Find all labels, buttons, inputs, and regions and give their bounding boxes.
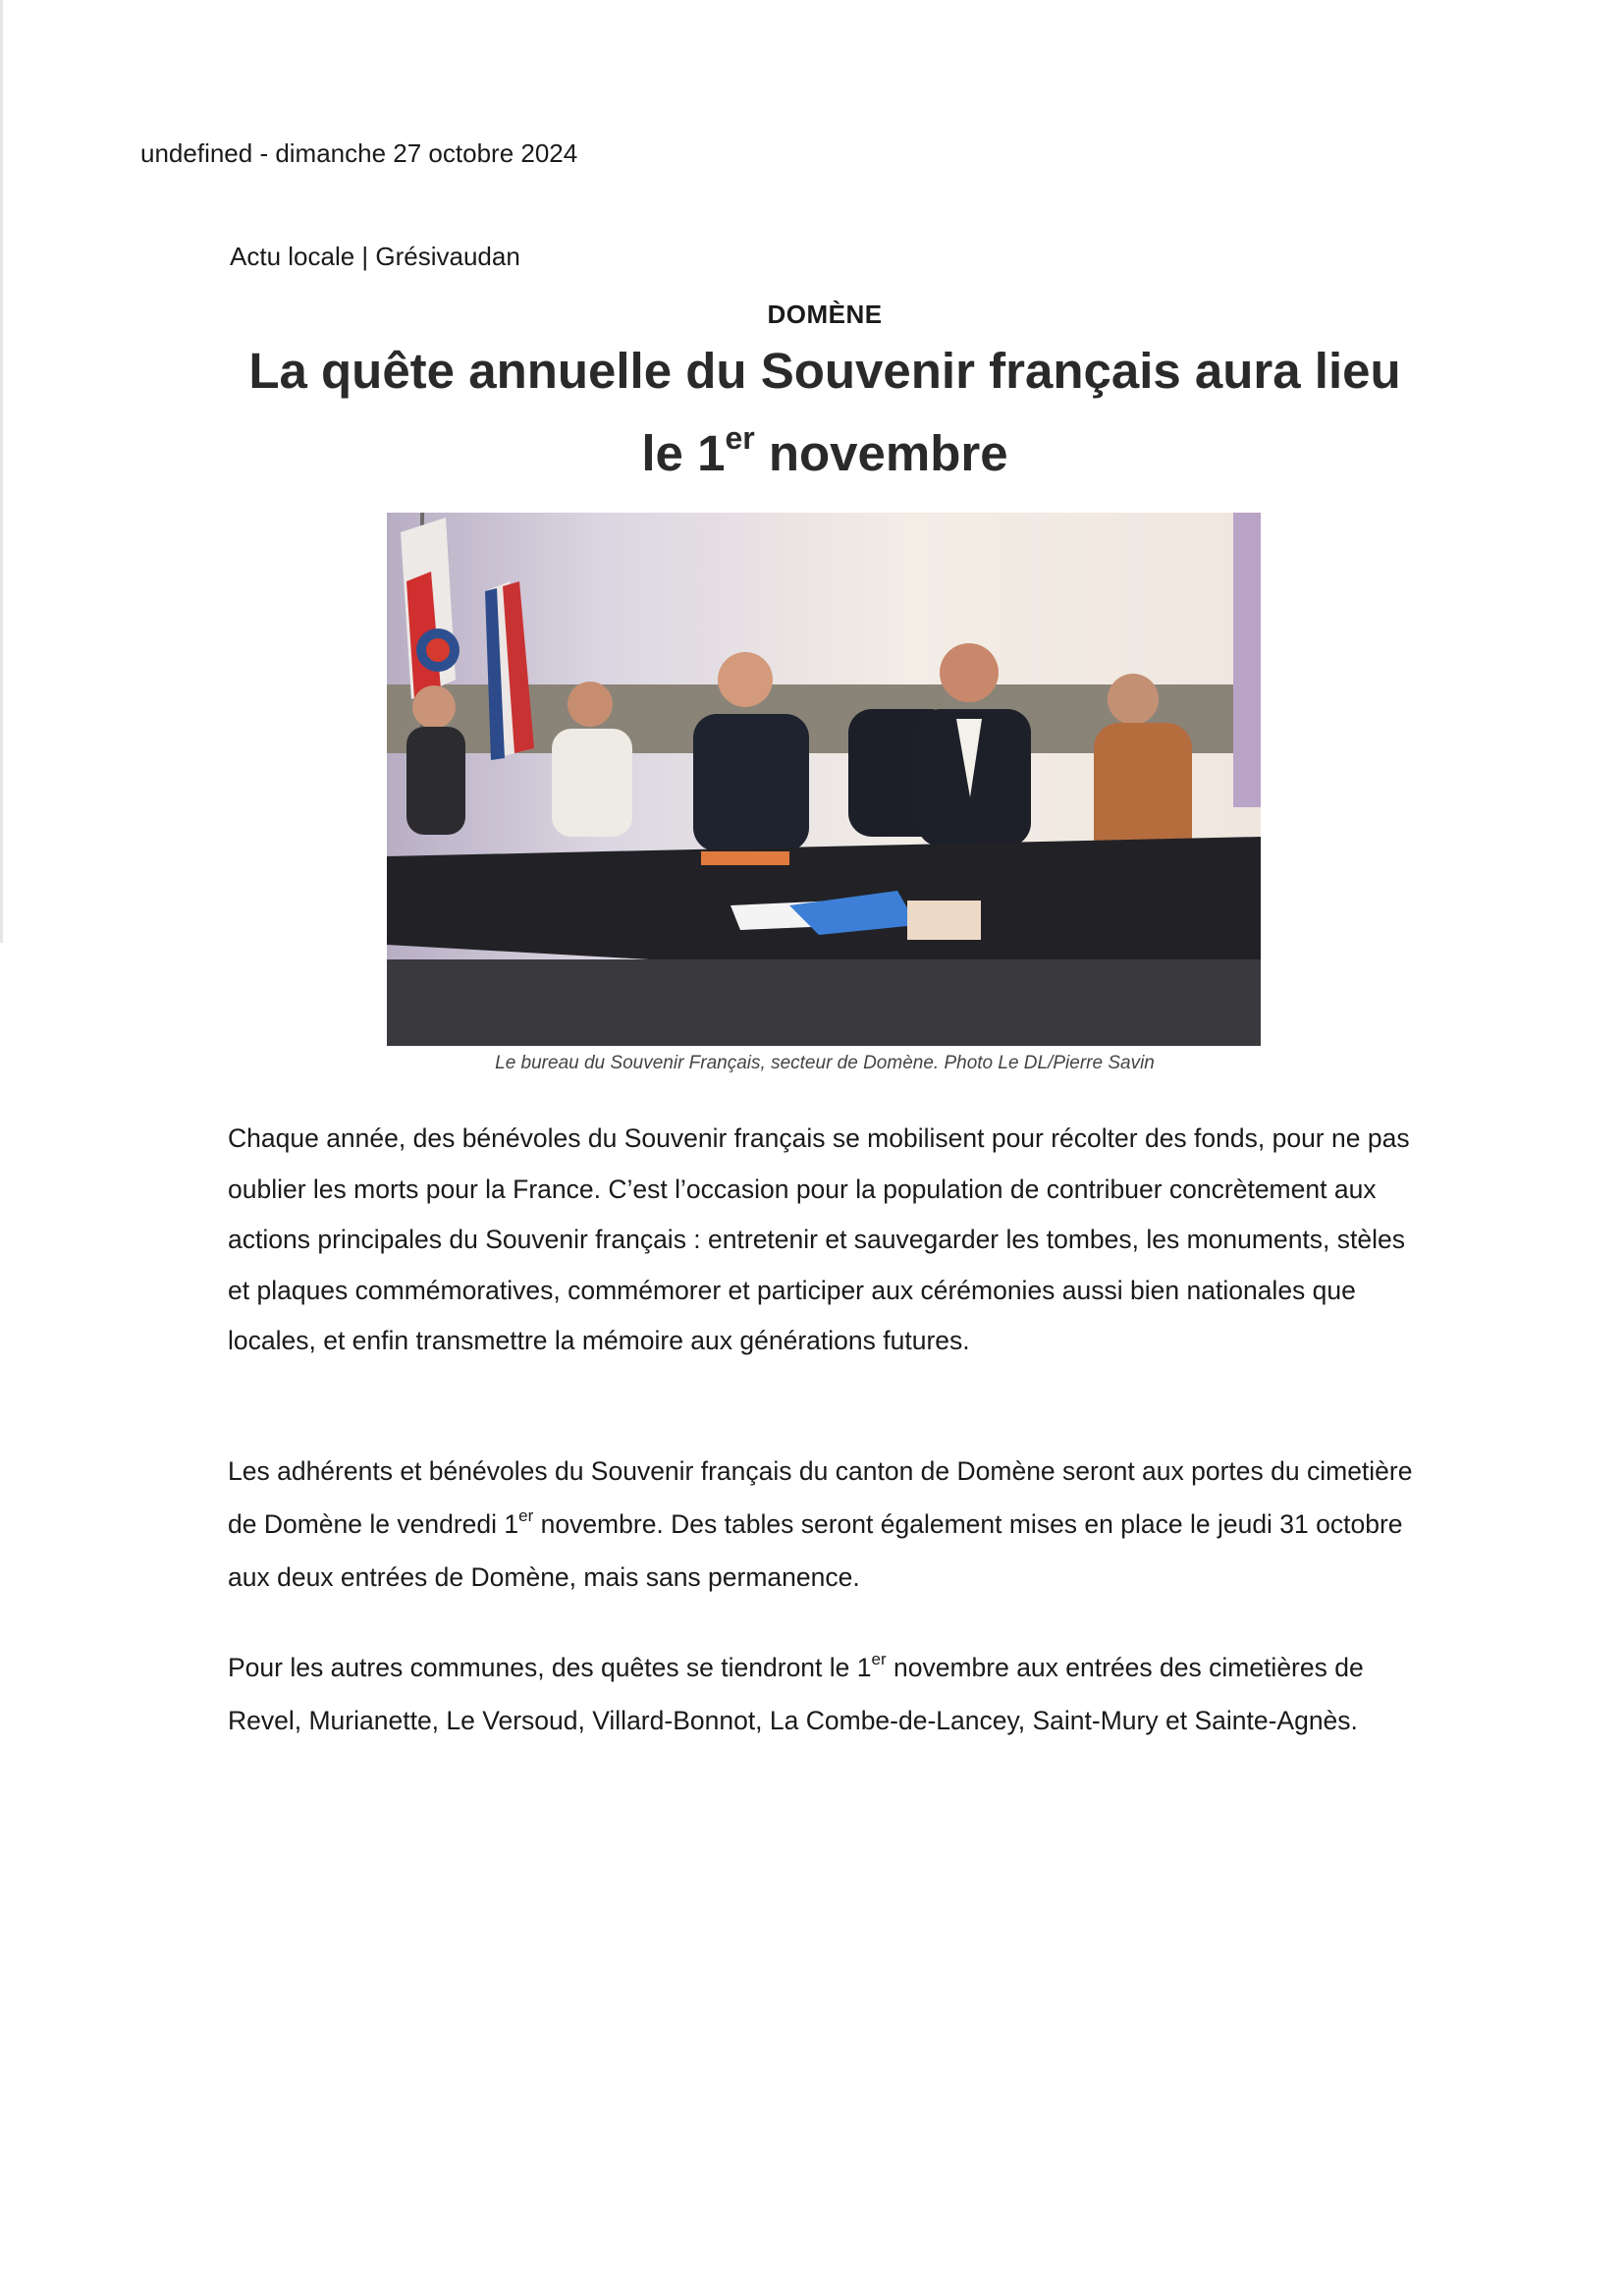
article-paragraph-2: Les adhérents et bénévoles du Souvenir français du canton de Domène seront aux portes du cimetière de Domène le vendredi 1er novembre. Des tables seront également mises en place le jeudi 31 octobre aux deux entrées de Domène, mais sans permanence.: [228, 1456, 1413, 1592]
section-rubric: Actu locale | Grésivaudan: [230, 242, 520, 271]
article-paragraph-3: Pour les autres communes, des quêtes se tiendront le 1er novembre aux entrées des cimetières de Revel, Murianette, Le Versoud, Villard-Bonnot, La Combe-de-Lancey, Saint-Mury et Sainte-Agnès.: [228, 1650, 1364, 1735]
article-photo: [387, 513, 1261, 1046]
article-paragraph-1: Chaque année, des bénévoles du Souvenir français se mobilisent pour récolter des fonds, pour ne pas oublier les morts pour la France. C’est l’occasion pour la population de contribuer concrètement aux actions principales du Souvenir français : entretenir et sauvegarder les tombes, les monuments, stèles et plaques commémoratives, commémorer et participer aux cérémonies aussi bien nationales que locales, et enfin transmettre la mémoire aux générations futures.: [228, 1123, 1410, 1355]
article-title: La quête annuelle du Souvenir français aura lieu le 1er novembre: [248, 343, 1401, 481]
article-kicker: DOMÈNE: [767, 300, 883, 329]
photo-caption: Le bureau du Souvenir Français, secteur de Domène. Photo Le DL/Pierre Savin: [495, 1053, 1155, 1073]
scan-edge: [0, 0, 3, 943]
dateline: undefined - dimanche 27 octobre 2024: [140, 138, 578, 168]
